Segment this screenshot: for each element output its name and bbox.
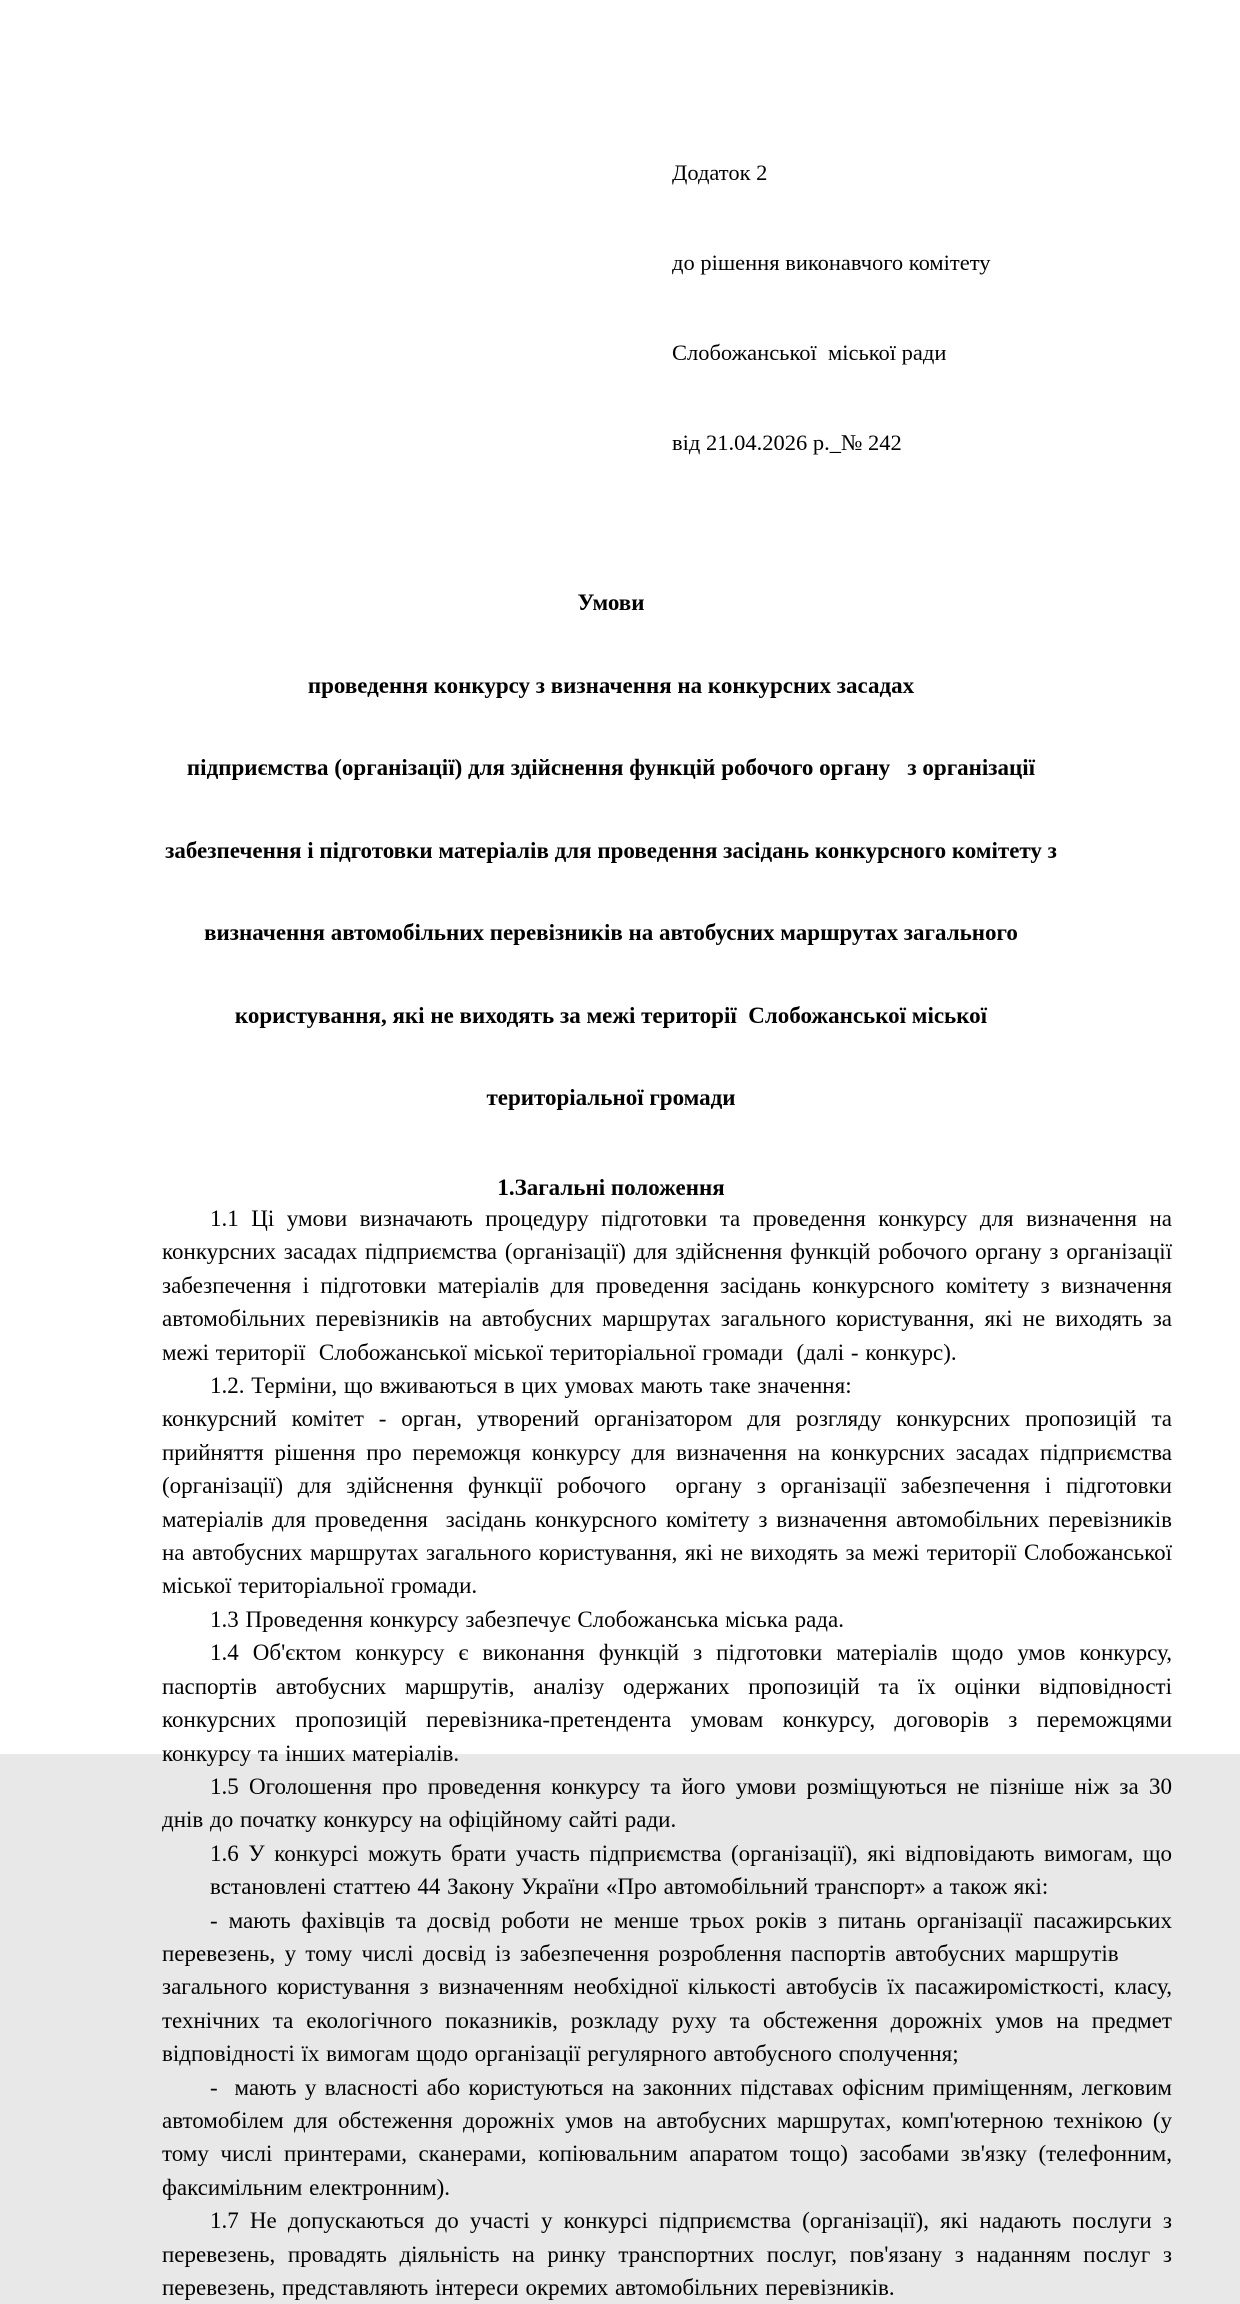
paragraph-1-4: 1.4 Об'єктом конкурсу є виконання функцій з підготовки матеріалів щодо умов конкурсу, паспортів автобусних маршрутів, аналізу одержаних пропозицій та їх оцінки відповідності конкурсних пропозицій перевізника-претендента умовам конкурсу, договорів з переможцями конкурсу та інших матеріалів.	[162, 1640, 1172, 1766]
paragraph-definition-competition-committee: конкурсний комітет - орган, утворений організатором для розгляду конкурсних пропозицій та прийняття рішення про переможця конкурсу для визначення на конкурсних засадах підприємства (організації) для здійснення функції робочого органу з організації забезпечення і підготовки матеріалів для проведення засідань конкурсного комітету з визначення автомобільних перевізників на автобусних маршрутах загального користування, які не виходять за межі території Слобожанської міської територіальної громади.	[162, 1406, 1172, 1599]
document-title	[162, 534, 1060, 1167]
section-heading: 1.Загальні положення	[497, 1174, 725, 1200]
appendix-date-number-line: від 21.04.2026 р._№ 242	[672, 430, 902, 455]
paragraph-dash-item-property: - мають у власності або користуються на законних підставах офісним приміщенням, легковим автомобілем для обстеження дорожніх умов на автобусних маршрутах, комп'ютерною технікою (у тому числі принтерами, сканерами, копіювальним апаратом тощо) засобами зв'язку (телефонним, факсимільним електронним).	[162, 2074, 1172, 2200]
title-line: користування, які не виходять за межі території Слобожанської міської	[234, 1002, 988, 1028]
title-line: забезпечення і підготовки матеріалів для проведення засідань конкурсного комітету з	[165, 837, 1057, 863]
document-body	[162, 1202, 1172, 2304]
title-line: визначення автомобільних перевізників на автобусних маршрутах загального	[204, 920, 1018, 945]
title-line: територіальної громади	[486, 1085, 736, 1110]
appendix-number: Додаток 2	[672, 160, 768, 185]
title-line: проведення конкурсу з визначення на конкурсних засадах	[307, 672, 915, 698]
paragraph-1-7: 1.7 Не допускаються до участі у конкурсі підприємства (організації), які надають послуги з перевезень, провадять діяльність на ринку транспортних послуг, пов'язану з наданням послуг з перевезень, представляють інтереси окремих автомобільних перевізників.	[162, 2208, 1172, 2300]
paragraph-1-2: 1.2. Терміни, що вживаються в цих умовах мають таке значення:	[210, 1373, 852, 1399]
paragraph-1-6: 1.6 У конкурсі можуть брати участь підприємства (організації), які відповідають вимогам, що встановлені статтею 44 Закону України «Про автомобільний транспорт» а також які:	[210, 1840, 1172, 1900]
appendix-council-line: Слобожанської міської ради	[672, 340, 947, 365]
appendix-header	[672, 98, 1172, 518]
paragraph-1-5: 1.5 Оголошення про проведення конкурсу та його умови розміщуються не пізніше ніж за 30 днів до початку конкурсу на офіційному сайті ради.	[162, 1773, 1172, 1833]
title-line: підприємства (організації) для здійснення функцій робочого органу з організації	[186, 755, 1036, 780]
paragraph-1-3: 1.3 Проведення конкурсу забезпечує Слобожанська міська рада.	[210, 1606, 844, 1632]
appendix-reference-line: до рішення виконавчого комітету	[672, 250, 991, 275]
title-line: Умови	[577, 590, 645, 615]
paragraph-dash-item-specialists: - мають фахівців та досвід роботи не менше трьох років з питань організації пасажирських перевезень, у тому числі досвід із забезпечення розроблення паспортів автобусних маршрутів загального користування з визначенням необхідної кількості автобусів їх пасажиромісткості, класу, технічних та екологічного показників, розкладу руху та обстеження дорожніх умов на предмет відповідності їх вимогам щодо організації регулярного автобусного сполучення;	[162, 1907, 1172, 2067]
paragraph-1-1: 1.1 Ці умови визначають процедуру підготовки та проведення конкурсу для визначення на конкурсних засадах підприємства (організації) для здійснення функцій робочого органу з організації забезпечення і підготовки матеріалів для проведення засідань конкурсного комітету з визначення автомобільних перевізників на автобусних маршрутах загального користування, які не виходять за межі території Слобожанської міської територіальної громади (далі - конкурс).	[162, 1206, 1172, 1365]
